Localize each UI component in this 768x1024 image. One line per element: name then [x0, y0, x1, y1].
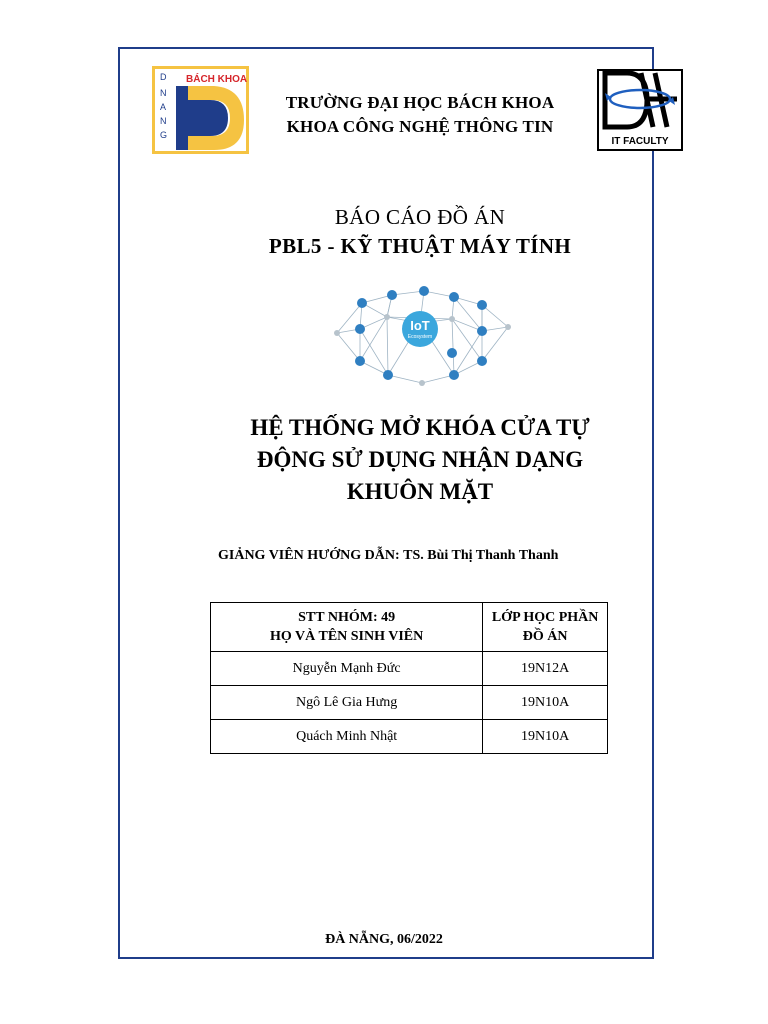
course-name: PBL5 - KỸ THUẬT MÁY TÍNH — [268, 234, 572, 258]
student-name: Quách Minh Nhật — [211, 720, 483, 754]
svg-text:N: N — [160, 88, 167, 98]
header-class-line2: ĐỒ ÁN — [522, 629, 568, 644]
svg-text:D: D — [160, 72, 167, 82]
student-class: 19N10A — [483, 686, 608, 720]
iot-label-sub: Ecosystem — [407, 334, 433, 340]
svg-text:G: G — [160, 130, 168, 140]
advisor-label: GIẢNG VIÊN HƯỚNG DẪN: — [218, 548, 400, 563]
header-group-number: STT NHÓM: 49 — [298, 610, 396, 625]
header-student-name — [211, 603, 483, 652]
table-row — [211, 652, 608, 686]
advisor-line — [218, 548, 558, 564]
iot-label-main: IoT — [410, 318, 430, 333]
project-title-line3: KHUÔN MẶT — [346, 479, 494, 504]
table-row — [211, 686, 608, 720]
student-class: 19N12A — [483, 652, 608, 686]
table-header-row — [211, 603, 608, 652]
advisor-name: TS. Bùi Thị Thanh Thanh — [403, 548, 559, 563]
faculty-name: KHOA CÔNG NGHỆ THÔNG TIN — [286, 117, 554, 136]
bach-khoa-logo — [152, 66, 249, 154]
table-row — [211, 720, 608, 754]
iot-ecosystem-image — [332, 283, 512, 393]
student-name: Ngô Lê Gia Hưng — [211, 686, 483, 720]
project-title-line1: HỆ THỐNG MỞ KHÓA CỬA TỰ — [250, 415, 590, 440]
header-class-line1: LỚP HỌC PHẦN — [491, 610, 599, 625]
students-table — [210, 602, 608, 754]
svg-text:N: N — [160, 116, 167, 126]
bach-khoa-logo-text: BÁCH KHOA — [186, 74, 248, 85]
place-date: ĐÀ NẴNG, 06/2022 — [325, 932, 443, 947]
it-faculty-logo — [597, 69, 683, 151]
report-type: BÁO CÁO ĐỒ ÁN — [334, 205, 506, 229]
student-class: 19N10A — [483, 720, 608, 754]
header-student-name-label: HỌ VÀ TÊN SINH VIÊN — [269, 629, 424, 644]
student-name: Nguyễn Mạnh Đức — [211, 652, 483, 686]
university-name: TRƯỜNG ĐẠI HỌC BÁCH KHOA — [285, 93, 555, 112]
project-title-line2: ĐỘNG SỬ DỤNG NHẬN DẠNG — [256, 447, 584, 472]
it-faculty-logo-text: IT FACULTY — [611, 136, 669, 147]
svg-text:A: A — [160, 102, 167, 112]
header-class — [483, 603, 608, 652]
